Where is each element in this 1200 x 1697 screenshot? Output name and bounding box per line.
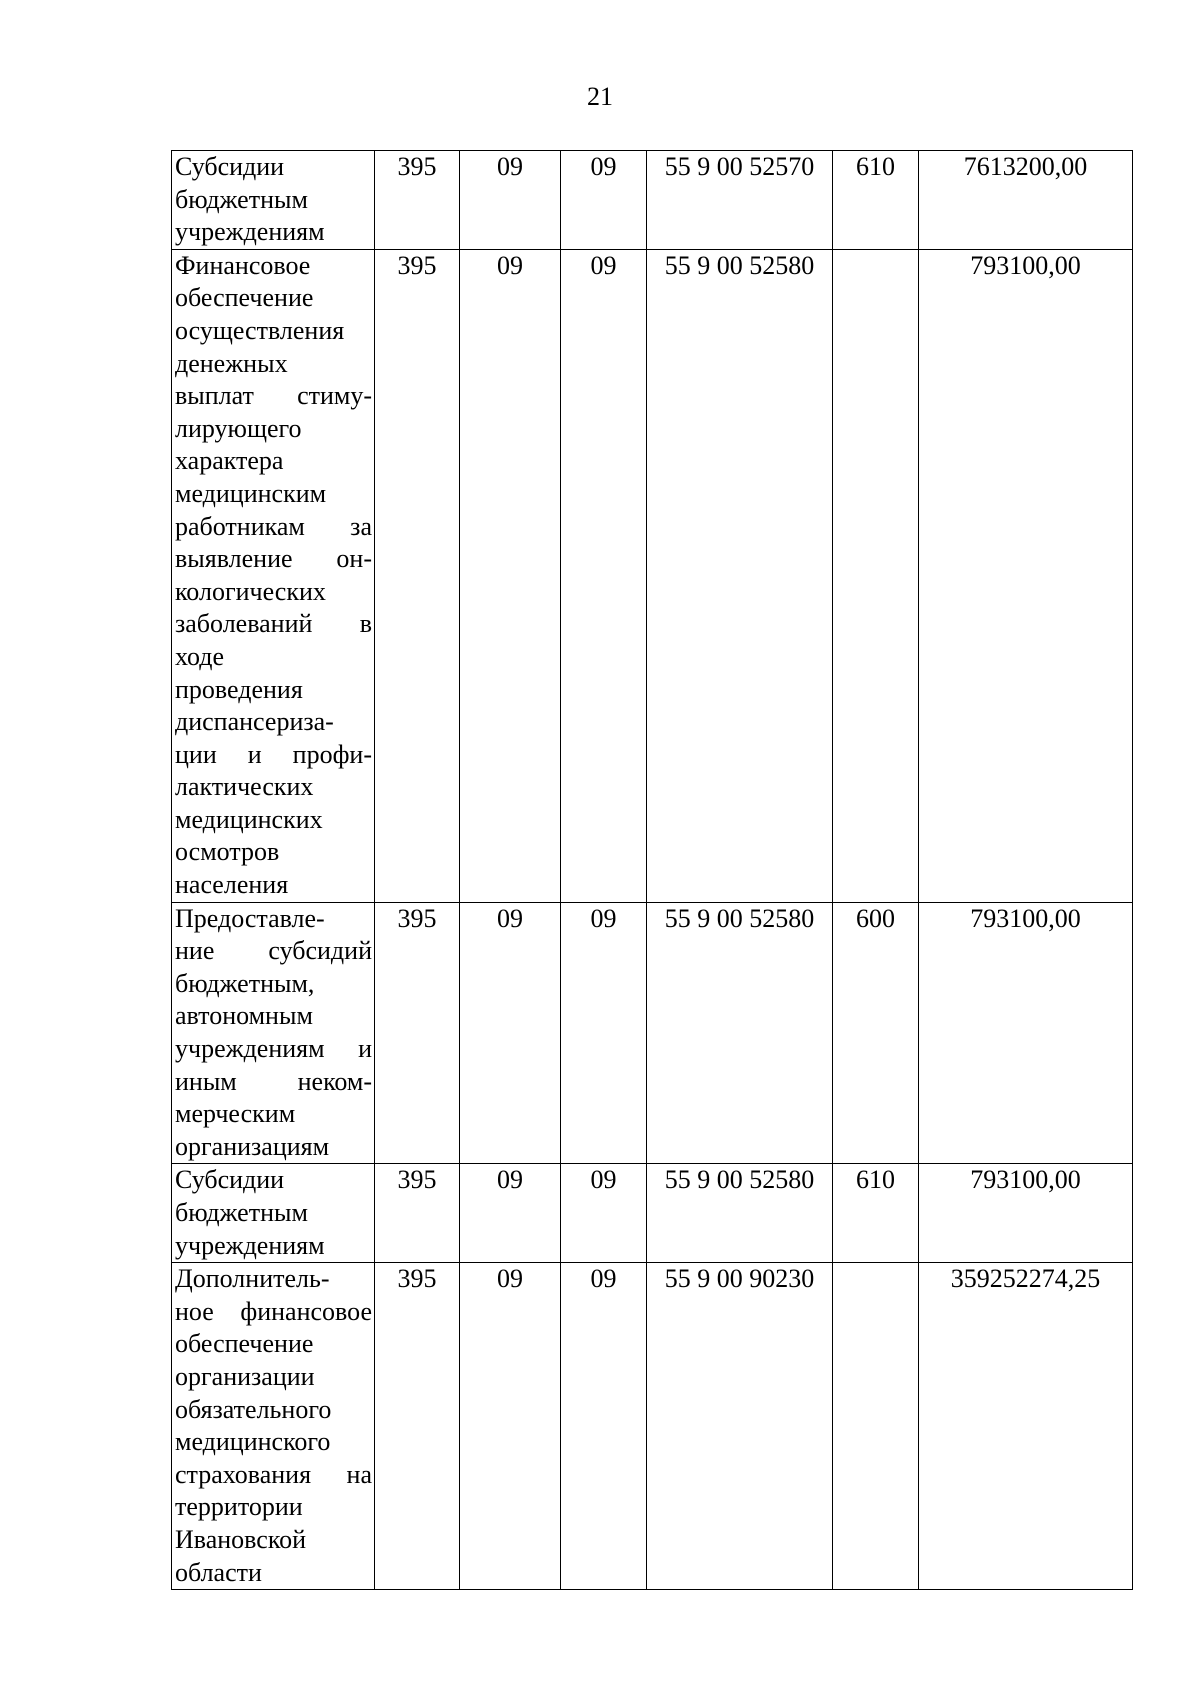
target-article-cell: 55 9 00 52580 [647,1164,833,1263]
amount-cell: 793100,00 [919,249,1133,902]
subsection-cell: 09 [561,902,647,1164]
item-name-line: мерческим [175,1099,296,1129]
item-name-line: бюджетным, [175,968,315,998]
section-cell: 09 [460,249,561,902]
table-row [172,1164,1133,1263]
item-name-line: денежных [175,348,288,378]
item-name-line: организации [175,1361,315,1391]
expense-type-cell: 610 [833,1164,919,1263]
item-name-line: осуществления [175,315,345,345]
amount-cell: 7613200,00 [919,151,1133,250]
section-cell: 09 [460,1164,561,1263]
item-name-line: учреждениям [175,217,325,247]
target-article-cell: 55 9 00 52580 [647,249,833,902]
item-name-line: ходе [175,641,225,671]
item-name-line: выявление он- [175,544,372,574]
item-name-line: учреждениям и [175,1034,372,1064]
amount-cell: 793100,00 [919,1164,1133,1263]
item-name-line: лактических [175,772,314,802]
item-name-line: автономным [175,1001,313,1031]
target-article-cell: 55 9 00 52580 [647,902,833,1164]
item-name-line: заболеваний в [175,609,372,639]
item-name-line: Предоставле- [175,903,325,933]
expense-type-cell [833,1263,919,1590]
item-name-line: работникам за [175,511,372,541]
item-name-line: ние субсидий [175,936,372,966]
table-row [172,249,1133,902]
item-name-line: осмотров [175,837,280,867]
item-name-line: лирующего [175,413,302,443]
target-article-cell: 55 9 00 52570 [647,151,833,250]
item-name-line: характера [175,446,284,476]
item-name-cell [172,1164,375,1263]
target-article-cell: 55 9 00 90230 [647,1263,833,1590]
item-name-line: Ивановской [175,1524,307,1554]
section-cell: 09 [460,902,561,1164]
item-name-cell [172,249,375,902]
admin-code-cell: 395 [375,249,460,902]
budget-table [171,150,1133,1590]
table-row [172,1263,1133,1590]
item-name-line: медицинского [175,1427,331,1457]
amount-cell: 793100,00 [919,902,1133,1164]
item-name-line: ции и профи- [175,739,372,769]
item-name-cell [172,1263,375,1590]
item-name-line: организациям [175,1131,330,1161]
item-name-line: ное финансовое [175,1296,372,1326]
item-name-line: медицинским [175,478,327,508]
admin-code-cell: 395 [375,902,460,1164]
item-name-line: диспансериза- [175,707,334,737]
item-name-line: обеспечение [175,283,314,313]
expense-type-cell: 600 [833,902,919,1164]
admin-code-cell: 395 [375,151,460,250]
item-name-line: Субсидии [175,152,285,181]
item-name-line: обеспечение [175,1329,314,1359]
item-name-line: обязательного [175,1394,332,1424]
subsection-cell: 09 [561,249,647,902]
item-name-line: учреждениям [175,1230,325,1260]
expense-type-cell [833,249,919,902]
item-name-line: страхования на [175,1459,372,1489]
item-name-line: Субсидии [175,1165,285,1195]
section-cell: 09 [460,1263,561,1590]
section-cell: 09 [460,151,561,250]
item-name-line: территории [175,1492,303,1522]
item-name-line: населения [175,870,289,900]
item-name-line: Финансовое [175,250,311,280]
page-number: 21 [587,82,613,111]
subsection-cell: 09 [561,1164,647,1263]
item-name-line: бюджетным [175,184,308,214]
item-name-line: проведения [175,674,303,704]
admin-code-cell: 395 [375,1263,460,1590]
item-name-line: области [175,1557,262,1587]
item-name-cell [172,151,375,250]
item-name-line: медицинских [175,804,323,834]
subsection-cell: 09 [561,151,647,250]
item-name-line: выплат стиму- [175,381,372,411]
table-row [172,902,1133,1164]
item-name-line: бюджетным [175,1198,308,1227]
expense-type-cell: 610 [833,151,919,250]
subsection-cell: 09 [561,1263,647,1590]
table-row [172,151,1133,250]
item-name-line: иным неком- [175,1066,372,1096]
budget-table-body [172,151,1133,1590]
item-name-line: кологических [175,576,326,606]
item-name-line: Дополнитель- [175,1264,330,1294]
item-name-cell [172,902,375,1164]
admin-code-cell: 395 [375,1164,460,1263]
amount-cell: 359252274,25 [919,1263,1133,1590]
